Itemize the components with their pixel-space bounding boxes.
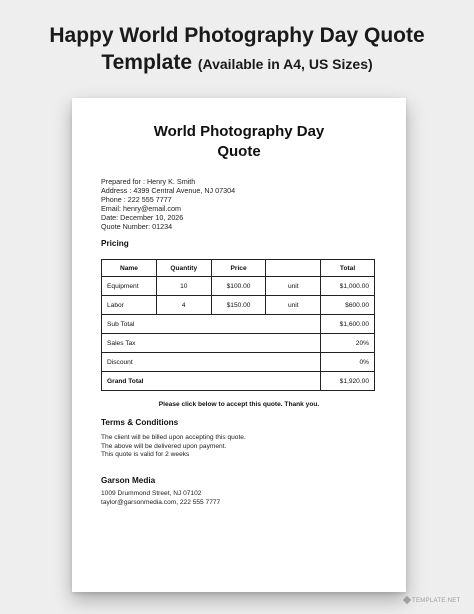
grand-total-value: $1,920.00: [321, 372, 375, 391]
item-quantity: 4: [156, 296, 211, 315]
quote-document: [72, 98, 406, 592]
document-title: [72, 122, 406, 162]
company-name: Garson Media: [101, 476, 156, 485]
banner-title-line2: [0, 50, 474, 77]
company-address: 1009 Drummond Street, NJ 07102: [101, 490, 202, 497]
header-unit: [266, 260, 321, 277]
banner-title-line1: Happy World Photography Day Quote: [49, 24, 425, 47]
grand-total-label: Grand Total: [102, 372, 321, 391]
item-name: Labor: [102, 296, 157, 315]
document-title-line1: World Photography Day: [153, 123, 325, 140]
company-contact: [101, 490, 220, 507]
header-name: Name: [102, 260, 157, 277]
document-title-line2: Quote: [217, 143, 261, 160]
watermark-text: TEMPLATE.NET: [412, 598, 461, 604]
client-email: Email: henry@email.com: [101, 203, 181, 213]
item-total: $600.00: [321, 296, 375, 315]
terms-item: This quote is valid for 2 weeks: [101, 451, 190, 459]
header-price: Price: [211, 260, 266, 277]
item-total: $1,000.00: [321, 277, 375, 296]
item-price: $100.00: [211, 277, 266, 296]
subtotal-value: $1,600.00: [321, 315, 375, 334]
quote-number: Quote Number: 01234: [101, 221, 173, 231]
table-header-row: [102, 260, 375, 277]
client-phone: Phone : 222 555 7777: [101, 194, 172, 204]
banner-title: [0, 22, 474, 77]
accept-note: Please click below to accept this quote. Thank you.: [158, 401, 320, 408]
terms-list: [101, 434, 246, 460]
prepared-for: Prepared for : Henry K. Smith: [101, 177, 196, 186]
item-unit: unit: [266, 277, 321, 296]
terms-item: The above will be delivered upon payment.: [101, 442, 227, 450]
table-row: [102, 277, 375, 296]
item-unit: unit: [266, 296, 321, 315]
client-address: Address : 4399 Central Avenue, NJ 07304: [101, 185, 236, 195]
pricing-table: [101, 259, 375, 391]
sales-tax-row: [102, 334, 375, 353]
client-info: [101, 178, 235, 231]
discount-value: 0%: [321, 353, 375, 372]
terms-item: The client will be billed upon accepting this quote.: [101, 434, 246, 441]
sales-tax-value: 20%: [321, 334, 375, 353]
subtotal-row: [102, 315, 375, 334]
template-logo-icon: [403, 596, 411, 604]
table-row: [102, 296, 375, 315]
subtotal-label: Sub Total: [102, 315, 321, 334]
discount-row: [102, 353, 375, 372]
header-total: Total: [321, 260, 375, 277]
grand-total-row: [102, 372, 375, 391]
pricing-heading: Pricing: [101, 239, 129, 248]
quote-date: Date: December 10, 2026: [101, 212, 184, 222]
company-email-phone: taylor@garsonmedia.com, 222 555 7777: [101, 498, 221, 506]
banner-title-main: Template: [101, 51, 192, 74]
header-quantity: Quantity: [156, 260, 211, 277]
watermark: [404, 597, 461, 604]
banner-subtitle: (Available in A4, US Sizes): [197, 56, 373, 72]
sales-tax-label: Sales Tax: [102, 334, 321, 353]
terms-heading: Terms & Conditions: [101, 418, 179, 427]
item-name: Equipment: [102, 277, 157, 296]
item-price: $150.00: [211, 296, 266, 315]
item-quantity: 10: [156, 277, 211, 296]
discount-label: Discount: [102, 353, 321, 372]
